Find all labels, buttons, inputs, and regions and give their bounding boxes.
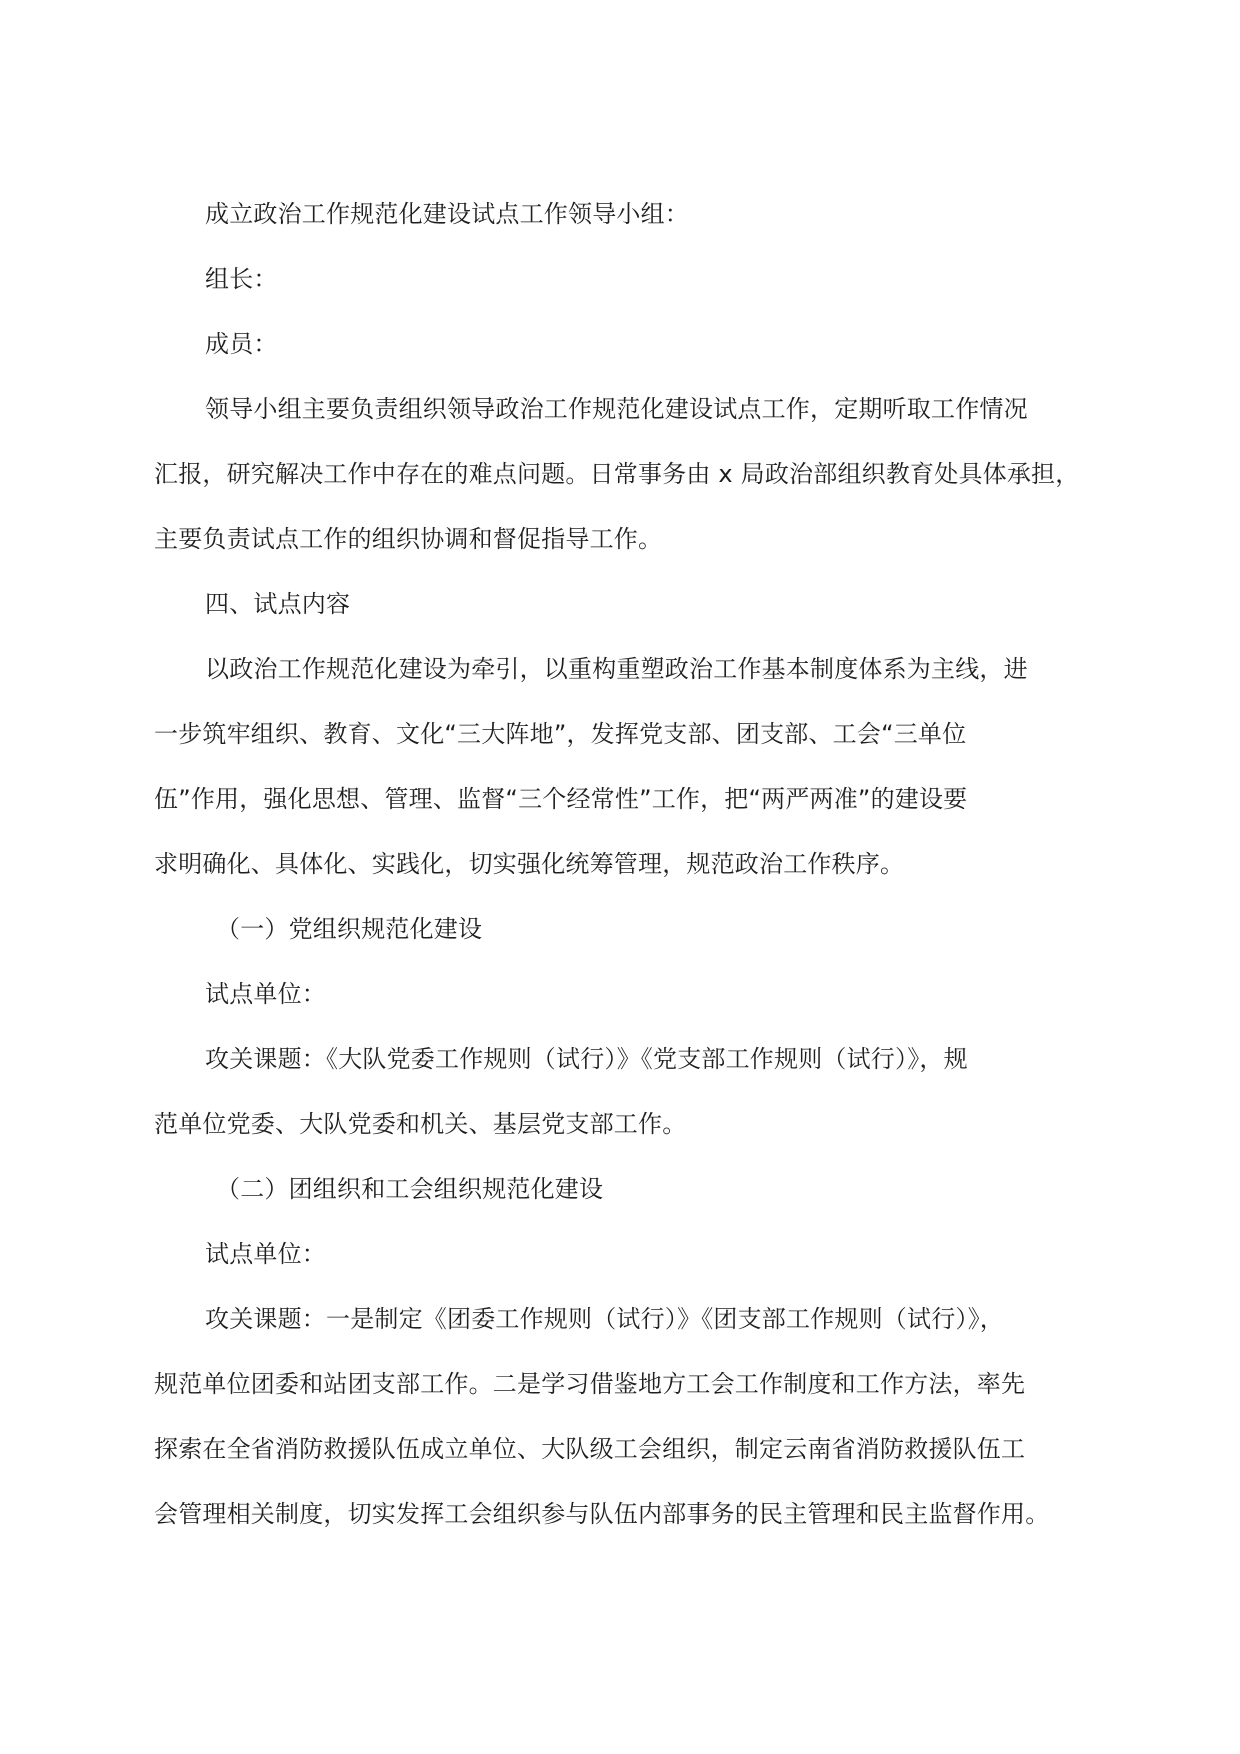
- paragraph-line: 规范单位团委和站团支部工作。二是学习借鉴地方工会工作制度和工作方法，率先: [154, 1370, 1026, 1398]
- pilot-unit-line: 试点单位：: [205, 980, 326, 1008]
- pilot-unit-line: 试点单位：: [205, 1240, 326, 1268]
- paragraph-line: 一步筑牢组织、教育、文化“三大阵地”，发挥党支部、团支部、工会“三单位: [154, 720, 967, 748]
- group-members-line: 成员：: [205, 330, 278, 358]
- paragraph-line: 伍”作用，强化思想、管理、监督“三个经常性”工作，把“两严两准”的建设要: [154, 785, 968, 813]
- document-body: [154, 182, 1084, 1547]
- section-heading: 四、试点内容: [205, 590, 351, 618]
- paragraph-line: 探索在全省消防救援队伍成立单位、大队级工会组织，制定云南省消防救援队伍工: [154, 1435, 1026, 1463]
- group-leader-line: 组长：: [205, 265, 278, 293]
- subsection-heading: （一）党组织规范化建设: [216, 915, 483, 943]
- paragraph-line: 攻关课题：一是制定《团委工作规则（试行）》《团支部工作规则（试行）》，: [205, 1305, 1004, 1333]
- subsection-heading: （二）团组织和工会组织规范化建设: [216, 1175, 604, 1203]
- paragraph-line: 主要负责试点工作的组织协调和督促指导工作。: [154, 525, 663, 553]
- paragraph-line: 以政治工作规范化建设为牵引，以重构重塑政治工作基本制度体系为主线，进: [205, 655, 1028, 683]
- paragraph-line: 会管理相关制度，切实发挥工会组织参与队伍内部事务的民主管理和民主监督作用。: [154, 1500, 1050, 1528]
- leading-group-heading: 成立政治工作规范化建设试点工作领导小组：: [205, 200, 689, 228]
- paragraph-line: 汇报，研究解决工作中存在的难点问题。日常事务由 x 局政治部组织教育处具体承担，: [154, 460, 1080, 488]
- paragraph-line: 领导小组主要负责组织领导政治工作规范化建设试点工作，定期听取工作情况: [205, 395, 1028, 423]
- paragraph-line: 攻关课题：《大队党委工作规则（试行）》《党支部工作规则（试行）》，规: [205, 1045, 968, 1073]
- paragraph-line: 求明确化、具体化、实践化，切实强化统筹管理，规范政治工作秩序。: [154, 850, 905, 878]
- paragraph-line: 范单位党委、大队党委和机关、基层党支部工作。: [154, 1110, 687, 1138]
